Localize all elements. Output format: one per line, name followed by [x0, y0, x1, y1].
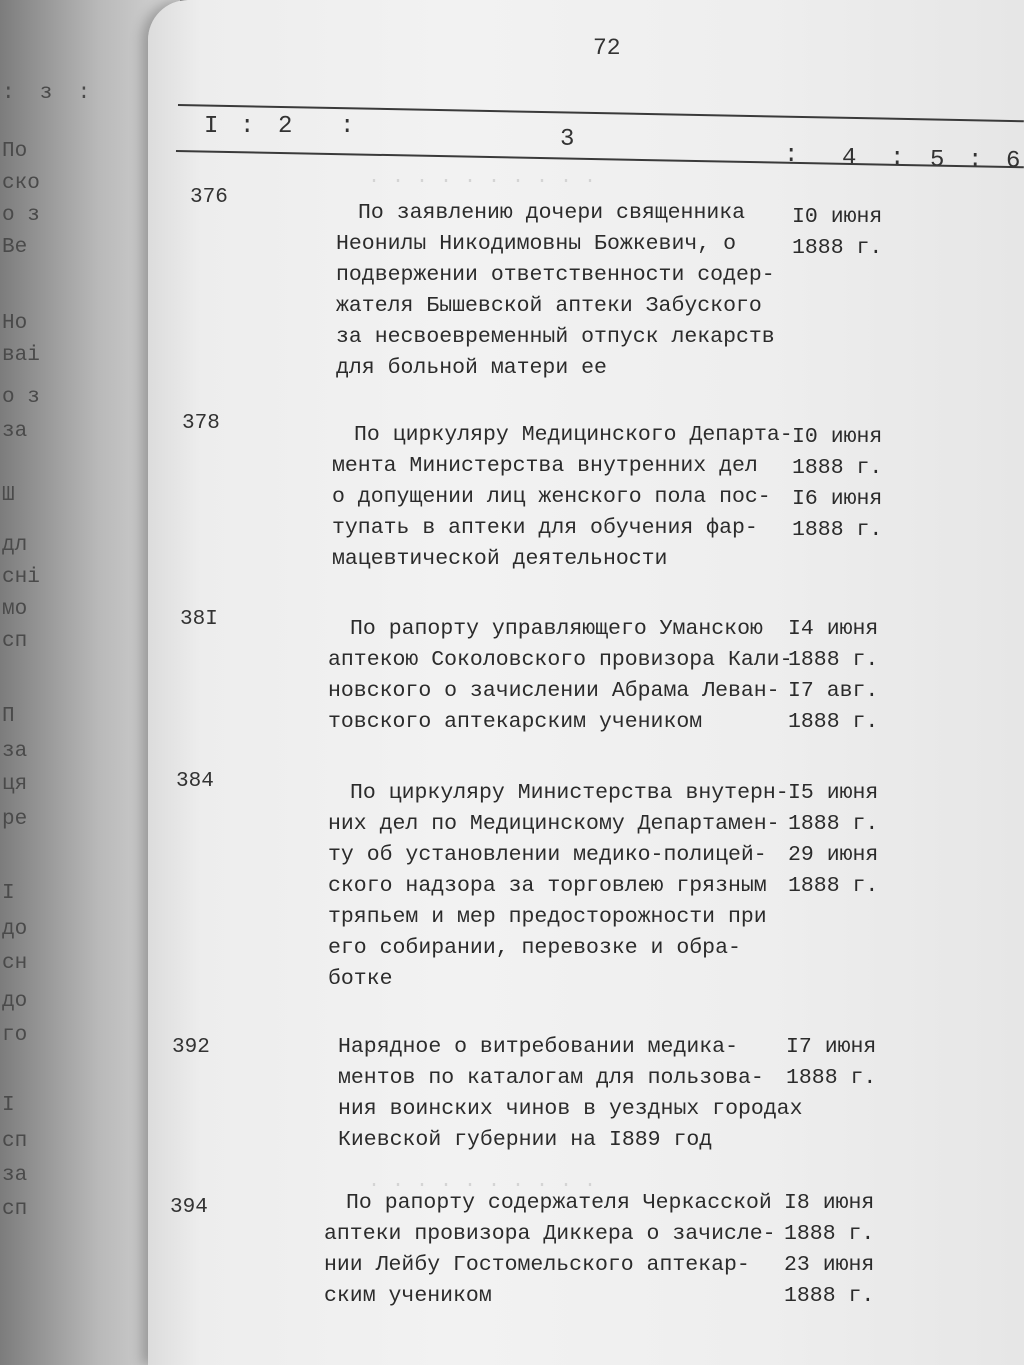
date-line: I6 июня — [792, 487, 883, 511]
description-line: аптеки провизора Диккера о зачисле- — [324, 1222, 776, 1246]
entry-date — [792, 202, 882, 264]
description-line: ния воинских чинов в уездных городах — [338, 1097, 803, 1121]
description-line: жателя Бышевской аптеки Забуского — [336, 294, 762, 318]
description-line: ту об установлении медико-полицей- — [328, 843, 767, 867]
left-page-fragment: Ш — [2, 484, 15, 507]
entry-number: 384 — [176, 770, 214, 793]
description-line: для больной матери ее — [336, 356, 607, 380]
column-header-5: 5 — [930, 147, 945, 174]
left-page-fragment: : з : — [2, 82, 91, 105]
entry-description — [338, 1032, 808, 1156]
date-line: I8 июня — [784, 1191, 875, 1215]
column-separator: : — [340, 113, 355, 140]
description-line: По заявлению дочери священника — [358, 201, 746, 225]
entry-date — [786, 1032, 876, 1094]
left-page-fragment: за — [2, 740, 28, 763]
date-line: 1888 г. — [792, 456, 883, 480]
description-line: ментов по каталогам для пользова- — [338, 1066, 764, 1090]
date-line: I0 июня — [792, 425, 883, 449]
column-separator: : — [784, 142, 799, 169]
date-line: 29 июня — [788, 843, 879, 867]
entry-description — [328, 614, 798, 738]
left-page-fragment: за — [2, 1164, 28, 1187]
date-line: I7 июня — [786, 1035, 877, 1059]
date-line: 1888 г. — [784, 1222, 875, 1246]
left-page-fragment: сп — [2, 1130, 28, 1153]
description-line: По циркуляру Медицинского Департа- — [354, 423, 793, 447]
date-line: 1888 г. — [788, 648, 879, 672]
left-page-fragment: сні — [2, 566, 40, 589]
left-page-fragment: Ве — [2, 236, 28, 259]
entry-description — [328, 778, 798, 995]
left-page-fragment: за — [2, 420, 28, 443]
entry-date — [784, 1188, 874, 1312]
description-line: ского надзора за торговлею грязным — [328, 874, 767, 898]
left-page-fragment: ця — [2, 773, 28, 796]
left-page-fragment: го — [2, 1024, 28, 1047]
column-header-1: I — [204, 113, 219, 140]
description-line: новского о зачислении Абрама Леван- — [328, 679, 780, 703]
left-page-fragment: По — [2, 140, 28, 163]
entry-date — [788, 614, 878, 738]
description-line: Неонилы Никодимовны Божкевич, о — [336, 232, 736, 256]
left-page-fragment: Но — [2, 312, 28, 335]
entry-number: 378 — [182, 412, 220, 435]
column-separator: : — [890, 145, 905, 172]
entry-number: 394 — [170, 1196, 208, 1219]
bleed-through-text: . . . . . . . . . . — [368, 1170, 597, 1193]
bleed-through-text: . . . . . . . . . . — [368, 166, 597, 189]
description-line: тупать в аптеки для обучения фар- — [332, 516, 758, 540]
description-line: его собирании, перевозке и обра- — [328, 936, 741, 960]
left-page-fragment: П — [2, 705, 15, 728]
description-line: аптекою Соколовского провизора Кали- — [328, 648, 793, 672]
description-line: за несвоевременный отпуск лекарств — [336, 325, 775, 349]
date-line: 23 июня — [784, 1253, 875, 1277]
column-separator: : — [240, 113, 255, 140]
left-page-fragment: мо — [2, 598, 28, 621]
description-line: ским учеником — [324, 1284, 492, 1308]
date-line: 1888 г. — [786, 1066, 877, 1090]
description-line: них дел по Медицинскому Департамен- — [328, 812, 780, 836]
document-page — [148, 0, 1024, 1365]
description-line: По рапорту содержателя Черкасской — [346, 1191, 772, 1215]
date-line: I4 июня — [788, 617, 879, 641]
column-header-4: 4 — [842, 145, 857, 172]
left-page-fragment: до — [2, 918, 28, 941]
left-page-fragment: до — [2, 990, 28, 1013]
date-line: I5 июня — [788, 781, 879, 805]
entry-number: 38I — [180, 608, 218, 631]
date-line: 1888 г. — [792, 518, 883, 542]
description-line: о допущении лиц женского пола пос- — [332, 485, 771, 509]
left-page-fragment: сп — [2, 1198, 28, 1221]
left-page-fragment: дл — [2, 534, 28, 557]
left-page-fragment: І — [2, 1094, 15, 1117]
description-line: мацевтической деятельности — [332, 547, 668, 571]
entry-date — [792, 422, 882, 546]
description-line: товского аптекарским учеником — [328, 710, 703, 734]
description-line: тряпьем и мер предосторожности при — [328, 905, 767, 929]
description-line: подвержении ответственности содер- — [336, 263, 775, 287]
date-line: I0 июня — [792, 205, 883, 229]
left-page-fragment: сн — [2, 952, 28, 975]
date-line: 1888 г. — [788, 812, 879, 836]
description-line: нии Лейбу Гостомельского аптекар- — [324, 1253, 750, 1277]
description-line: ботке — [328, 967, 393, 991]
entry-number: 392 — [172, 1036, 210, 1059]
column-header-3: 3 — [560, 126, 575, 153]
left-page-fragment: ваі — [2, 344, 40, 367]
left-page-fragment: сп — [2, 630, 28, 653]
description-line: Киевской губернии на I889 год — [338, 1128, 713, 1152]
left-page-fragment: І — [2, 882, 15, 905]
entry-description — [336, 198, 806, 384]
description-line: Нарядное о витребовании медика- — [338, 1035, 738, 1059]
left-page-fragment: о з — [2, 386, 40, 409]
left-page-fragment: ско — [2, 172, 40, 195]
date-line: I7 авг. — [788, 679, 879, 703]
entry-date — [788, 778, 878, 902]
header-rule-top — [178, 104, 1024, 122]
entry-description — [332, 420, 802, 575]
description-line: По рапорту управляющего Уманскою — [350, 617, 763, 641]
left-page-fragment: о з — [2, 204, 40, 227]
entry-description — [324, 1188, 794, 1312]
date-line: 1888 г. — [788, 710, 879, 734]
description-line: мента Министерства внутренних дел — [332, 454, 758, 478]
column-header-2: 2 — [278, 113, 293, 140]
description-line: По циркуляру Министерства внутерн- — [350, 781, 789, 805]
column-header-6: 6 — [1006, 148, 1021, 175]
date-line: 1888 г. — [792, 236, 883, 260]
column-separator: : — [968, 147, 983, 174]
date-line: 1888 г. — [788, 874, 879, 898]
page-number: 72 — [593, 35, 621, 61]
entry-number: 376 — [190, 186, 228, 209]
left-page-fragment: ре — [2, 808, 28, 831]
date-line: 1888 г. — [784, 1284, 875, 1308]
